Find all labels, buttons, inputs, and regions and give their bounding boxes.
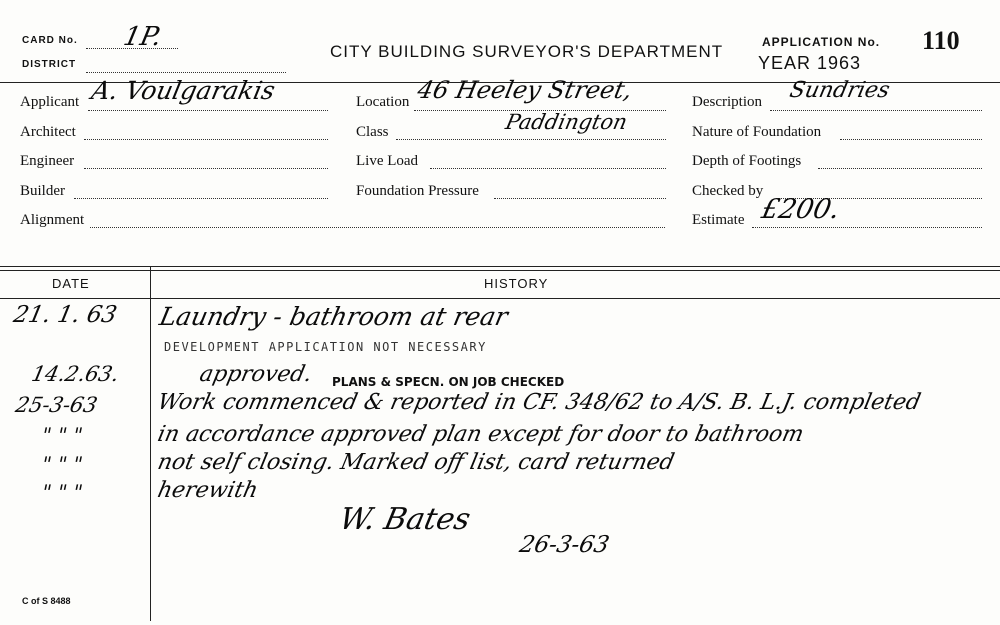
date-column-divider	[150, 266, 151, 621]
applicant-value: A. Voulgarakis	[88, 76, 278, 105]
nature-of-foundation-line	[840, 139, 982, 140]
description-line	[770, 110, 982, 111]
district-line	[86, 72, 286, 73]
history-date: 25-3-63	[13, 393, 100, 417]
description-label: Description	[692, 94, 762, 110]
history-entry: approved.	[197, 362, 315, 387]
applicant-label: Applicant	[20, 94, 80, 110]
foundation-pressure-line	[494, 198, 666, 199]
description-value: Sundries	[787, 78, 893, 103]
checked-by-label: Checked by	[692, 183, 764, 199]
form-code: C of S 8488	[22, 596, 71, 606]
year-label: YEAR 1963	[758, 53, 862, 73]
foundation-pressure-label: Foundation Pressure	[356, 183, 479, 199]
history-stamp: PLANS & SPECN. ON JOB CHECKED	[332, 375, 565, 389]
applicant-line	[88, 110, 328, 111]
history-entry: in accordance approved plan except for door to bathroom	[155, 422, 806, 447]
alignment-label: Alignment	[20, 212, 85, 228]
history-stamp: DEVELOPMENT APPLICATION NOT NECESSARY	[164, 340, 487, 354]
location-label: Location	[356, 94, 410, 110]
date-column-header: DATE	[52, 276, 90, 291]
engineer-label: Engineer	[20, 153, 75, 169]
architect-line	[84, 139, 328, 140]
nature-of-foundation-label: Nature of Foundation	[692, 124, 822, 140]
estimate-line	[752, 227, 982, 228]
history-entry: Laundry - bathroom at rear	[156, 302, 511, 331]
history-entry: herewith	[155, 478, 261, 503]
department-title: CITY BUILDING SURVEYOR'S DEPARTMENT	[330, 42, 724, 61]
history-date: " " "	[39, 423, 85, 447]
location-value: 46 Heeley Street,	[415, 76, 635, 104]
history-entry: not self closing. Marked off list, card returned	[155, 450, 677, 475]
signature: W. Bates	[336, 502, 474, 537]
card-no-value: 1P.	[120, 22, 165, 52]
application-no-value: 110	[922, 26, 960, 55]
district-label: DISTRICT	[22, 59, 77, 70]
signature-date: 26-3-63	[517, 532, 612, 558]
history-date: " " "	[39, 452, 85, 476]
architect-label: Architect	[20, 124, 76, 140]
estimate-label: Estimate	[692, 212, 745, 228]
class-line	[396, 139, 666, 140]
live-load-label: Live Load	[356, 153, 419, 169]
history-column-header: HISTORY	[484, 276, 549, 291]
alignment-line	[90, 227, 665, 228]
class-label: Class	[356, 124, 389, 140]
application-no-label: APPLICATION No.	[762, 35, 881, 49]
depth-of-footings-line	[818, 168, 982, 169]
estimate-value: £200.	[758, 194, 843, 225]
engineer-line	[84, 168, 328, 169]
depth-of-footings-label: Depth of Footings	[692, 153, 802, 169]
card-no-label: CARD No.	[22, 35, 78, 46]
history-date: " " "	[39, 480, 85, 504]
builder-label: Builder	[20, 183, 65, 199]
history-date: 21. 1. 63	[11, 302, 120, 328]
builder-line	[74, 198, 328, 199]
history-entry: Work commenced & reported in CF. 348/62 to A/S. B. L.J. completed	[155, 390, 923, 415]
location-value-line2: Paddington	[503, 110, 630, 134]
history-date: 14.2.63.	[29, 362, 122, 386]
live-load-line	[430, 168, 666, 169]
